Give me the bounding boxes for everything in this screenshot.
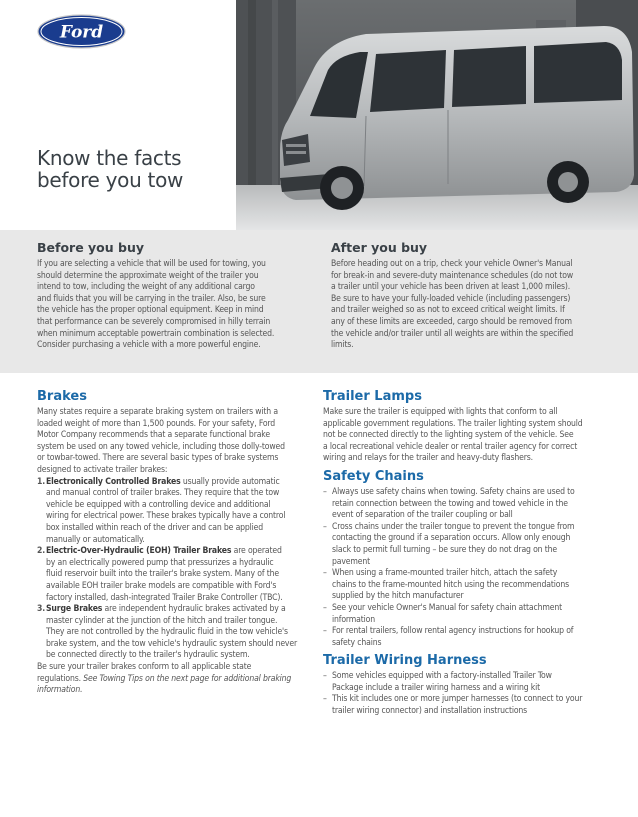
text-line: wiring and relays for the trailer and heavy-duty flashers. bbox=[323, 453, 533, 464]
safety-chains-list bbox=[323, 487, 603, 649]
safety-chain-item: – Cross chains under the trailer tongue to prevent the tongue from contacting the ground if a separation occurs. Allow only enough slack to permit full turning – be sure they do not drag on the pavement bbox=[323, 521, 575, 567]
text-line: Consider purchasing a vehicle with a more powerful engine. bbox=[37, 340, 261, 351]
after-you-buy-heading: After you buy bbox=[331, 240, 428, 255]
brake-type-item: 2. Electric-Over-Hydraulic (EOH) Trailer Brakes are operated by an electrically powered pump that pressurizes a hydraulic fluid reservoir built into the trailer's brake system. Many of the available EOH trailer brake models are compatible with Ford's factory installed, dash-integrated Trailer Brake Controller (TBC). bbox=[37, 546, 283, 603]
dash-bullet: – bbox=[323, 626, 327, 637]
safety-chain-item: – See your vehicle Owner's Manual for safety chain attachment information bbox=[323, 602, 562, 625]
text-line: system be used on any towed vehicle, including those dolly-towed bbox=[37, 441, 285, 452]
wiring-harness-list bbox=[323, 671, 603, 717]
text-line: Many states require a separate braking system on trailers with a bbox=[37, 407, 278, 417]
wiring-harness-section bbox=[323, 653, 603, 717]
list-number: 1. bbox=[37, 476, 46, 487]
text-line: Make sure the trailer is equipped with lights that conform to all bbox=[323, 407, 558, 417]
text-line: designed to activate trailer brakes: bbox=[37, 464, 168, 475]
after-you-buy-section bbox=[331, 240, 607, 352]
before-you-buy-section bbox=[37, 240, 317, 352]
brake-type-term: Surge Brakes bbox=[46, 604, 103, 615]
text-line: should determine the approximate weight of the trailer you bbox=[37, 270, 259, 281]
text-line: the vehicle has the proper optional equipment. Keep in mind bbox=[37, 305, 264, 316]
text-line: for break-in and severe-duty maintenance schedules (do not tow bbox=[331, 270, 574, 281]
wiring-harness-item: – This kit includes one or more jumper harnesses (to connect to your trailer wiring connector) and installation instructions bbox=[323, 694, 583, 717]
dash-bullet: – bbox=[323, 521, 327, 532]
wiring-harness-heading: Trailer Wiring Harness bbox=[323, 653, 487, 669]
trailer-lamps-section bbox=[323, 389, 603, 465]
dash-bullet: – bbox=[323, 602, 327, 613]
brakes-outro-line: Be sure your trailer brakes conform to all applicable state bbox=[37, 662, 252, 673]
text-line: Motor Company recommends that a separate functional brake bbox=[37, 430, 270, 441]
brakes-outro-italic: See Towing Tips on the next page for additional braking bbox=[83, 673, 292, 684]
text-line: applicable government regulations. The trailer lighting system should bbox=[323, 418, 583, 429]
text-line: loaded weight of more than 1,500 pounds. For your safety, Ford bbox=[37, 418, 276, 429]
trailer-lamps-heading: Trailer Lamps bbox=[323, 389, 422, 404]
title-line-2: before you tow bbox=[37, 168, 184, 192]
dash-bullet: – bbox=[323, 568, 327, 579]
brake-type-item: 3. Surge Brakes are independent hydraulic brakes activated by a master cylinder at the junction of the hitch and trailer tongue. They are not controlled by the hydraulic fluid in the tow vehicle's brake system, and the tow vehicle's hydraulic system should never be connected directly to the trailer's hydraulic system. bbox=[37, 604, 297, 661]
brake-type-item: 1. Electronically Controlled Brakes usually provide automatic and manual control of trailer brakes. They require that the tow vehicle be equipped with a controlling device and additional wiring for electrical power. These brakes typically have a control box installed within reach of the driver and can be applied manually or automatically. bbox=[37, 476, 286, 545]
brakes-section bbox=[37, 389, 319, 697]
text-line: Be sure to have your fully-loaded vehicle (including passengers) bbox=[331, 293, 571, 304]
brakes-outro bbox=[37, 662, 319, 697]
dash-bullet: – bbox=[323, 486, 327, 497]
text-line: and fluids that you will be carrying in the trailer. Also, be sure bbox=[37, 293, 266, 304]
right-column bbox=[323, 389, 603, 722]
brakes-heading: Brakes bbox=[37, 389, 87, 404]
before-you-buy-text bbox=[37, 259, 317, 352]
text-line: any of these limits are exceeded, cargo should be removed from bbox=[331, 316, 572, 327]
trailer-lamps-text bbox=[323, 407, 603, 465]
text-line: Before heading out on a trip, check your vehicle Owner's Manual bbox=[331, 259, 573, 269]
brakes-list bbox=[37, 477, 319, 663]
after-you-buy-text bbox=[331, 259, 607, 352]
safety-chain-item: – For rental trailers, follow rental agency instructions for hookup of safety chains bbox=[323, 626, 574, 648]
header bbox=[0, 0, 638, 230]
brakes-text bbox=[37, 407, 319, 697]
text-line: and trailer weighed so as not to exceed critical weight limits. If bbox=[331, 305, 565, 316]
dash-bullet: – bbox=[323, 694, 327, 705]
safety-chain-item: – When using a frame-mounted trailer hitch, attach the safety chains to the frame-mounted hitch using the recommendations supplied by the hitch manufacturer bbox=[323, 568, 569, 602]
text-line: intend to tow, including the weight of any additional cargo bbox=[37, 282, 255, 293]
van-photo bbox=[236, 0, 638, 230]
brakes-outro-italic-end: information. bbox=[37, 685, 83, 696]
page-title bbox=[37, 147, 183, 191]
text-line: the vehicle and/or trailer until all weights are within the specified bbox=[331, 328, 574, 339]
ford-logo bbox=[37, 14, 126, 49]
brake-type-term: Electronically Controlled Brakes bbox=[46, 476, 181, 487]
wiring-harness-item: – Some vehicles equipped with a factory-installed Trailer Tow Package include a trailer wiring harness and a wiring kit bbox=[323, 671, 552, 693]
safety-chains-heading: Safety Chains bbox=[323, 468, 424, 484]
before-you-buy-heading: Before you buy bbox=[37, 240, 145, 255]
brakes-outro-regulations: regulations. bbox=[37, 673, 84, 684]
safety-chains-section bbox=[323, 469, 603, 649]
text-line: that performance can be severely compromised in hilly terrain bbox=[37, 316, 271, 327]
text-line: a trailer until your vehicle has been driven at least 1,000 miles). bbox=[331, 282, 571, 293]
text-line: limits. bbox=[331, 340, 354, 351]
svg-text:Ford: Ford bbox=[59, 22, 104, 43]
text-line: a local recreational vehicle dealer or rental trailer agency for correct bbox=[323, 441, 578, 452]
list-number: 2. bbox=[37, 546, 46, 557]
brakes-intro bbox=[37, 407, 319, 477]
text-line: not be connected directly to the lighting system of the vehicle. See bbox=[323, 430, 574, 441]
text-line: or towbar-towed. There are several basic types of brake systems bbox=[37, 453, 279, 464]
dash-bullet: – bbox=[323, 671, 327, 682]
brake-type-term: Electric-Over-Hydraulic (EOH) Trailer Brakes bbox=[46, 546, 232, 557]
text-line: when minimum acceptable powertrain combination is selected. bbox=[37, 328, 275, 339]
list-number: 3. bbox=[37, 604, 46, 615]
safety-chain-item: – Always use safety chains when towing. Safety chains are used to retain connection between the towing and towed vehicle in the event of separation of the trailer coupling or ball bbox=[323, 486, 575, 521]
title-line-1: Know the facts bbox=[37, 146, 182, 170]
text-line: If you are selecting a vehicle that will be used for towing, you bbox=[37, 259, 266, 269]
